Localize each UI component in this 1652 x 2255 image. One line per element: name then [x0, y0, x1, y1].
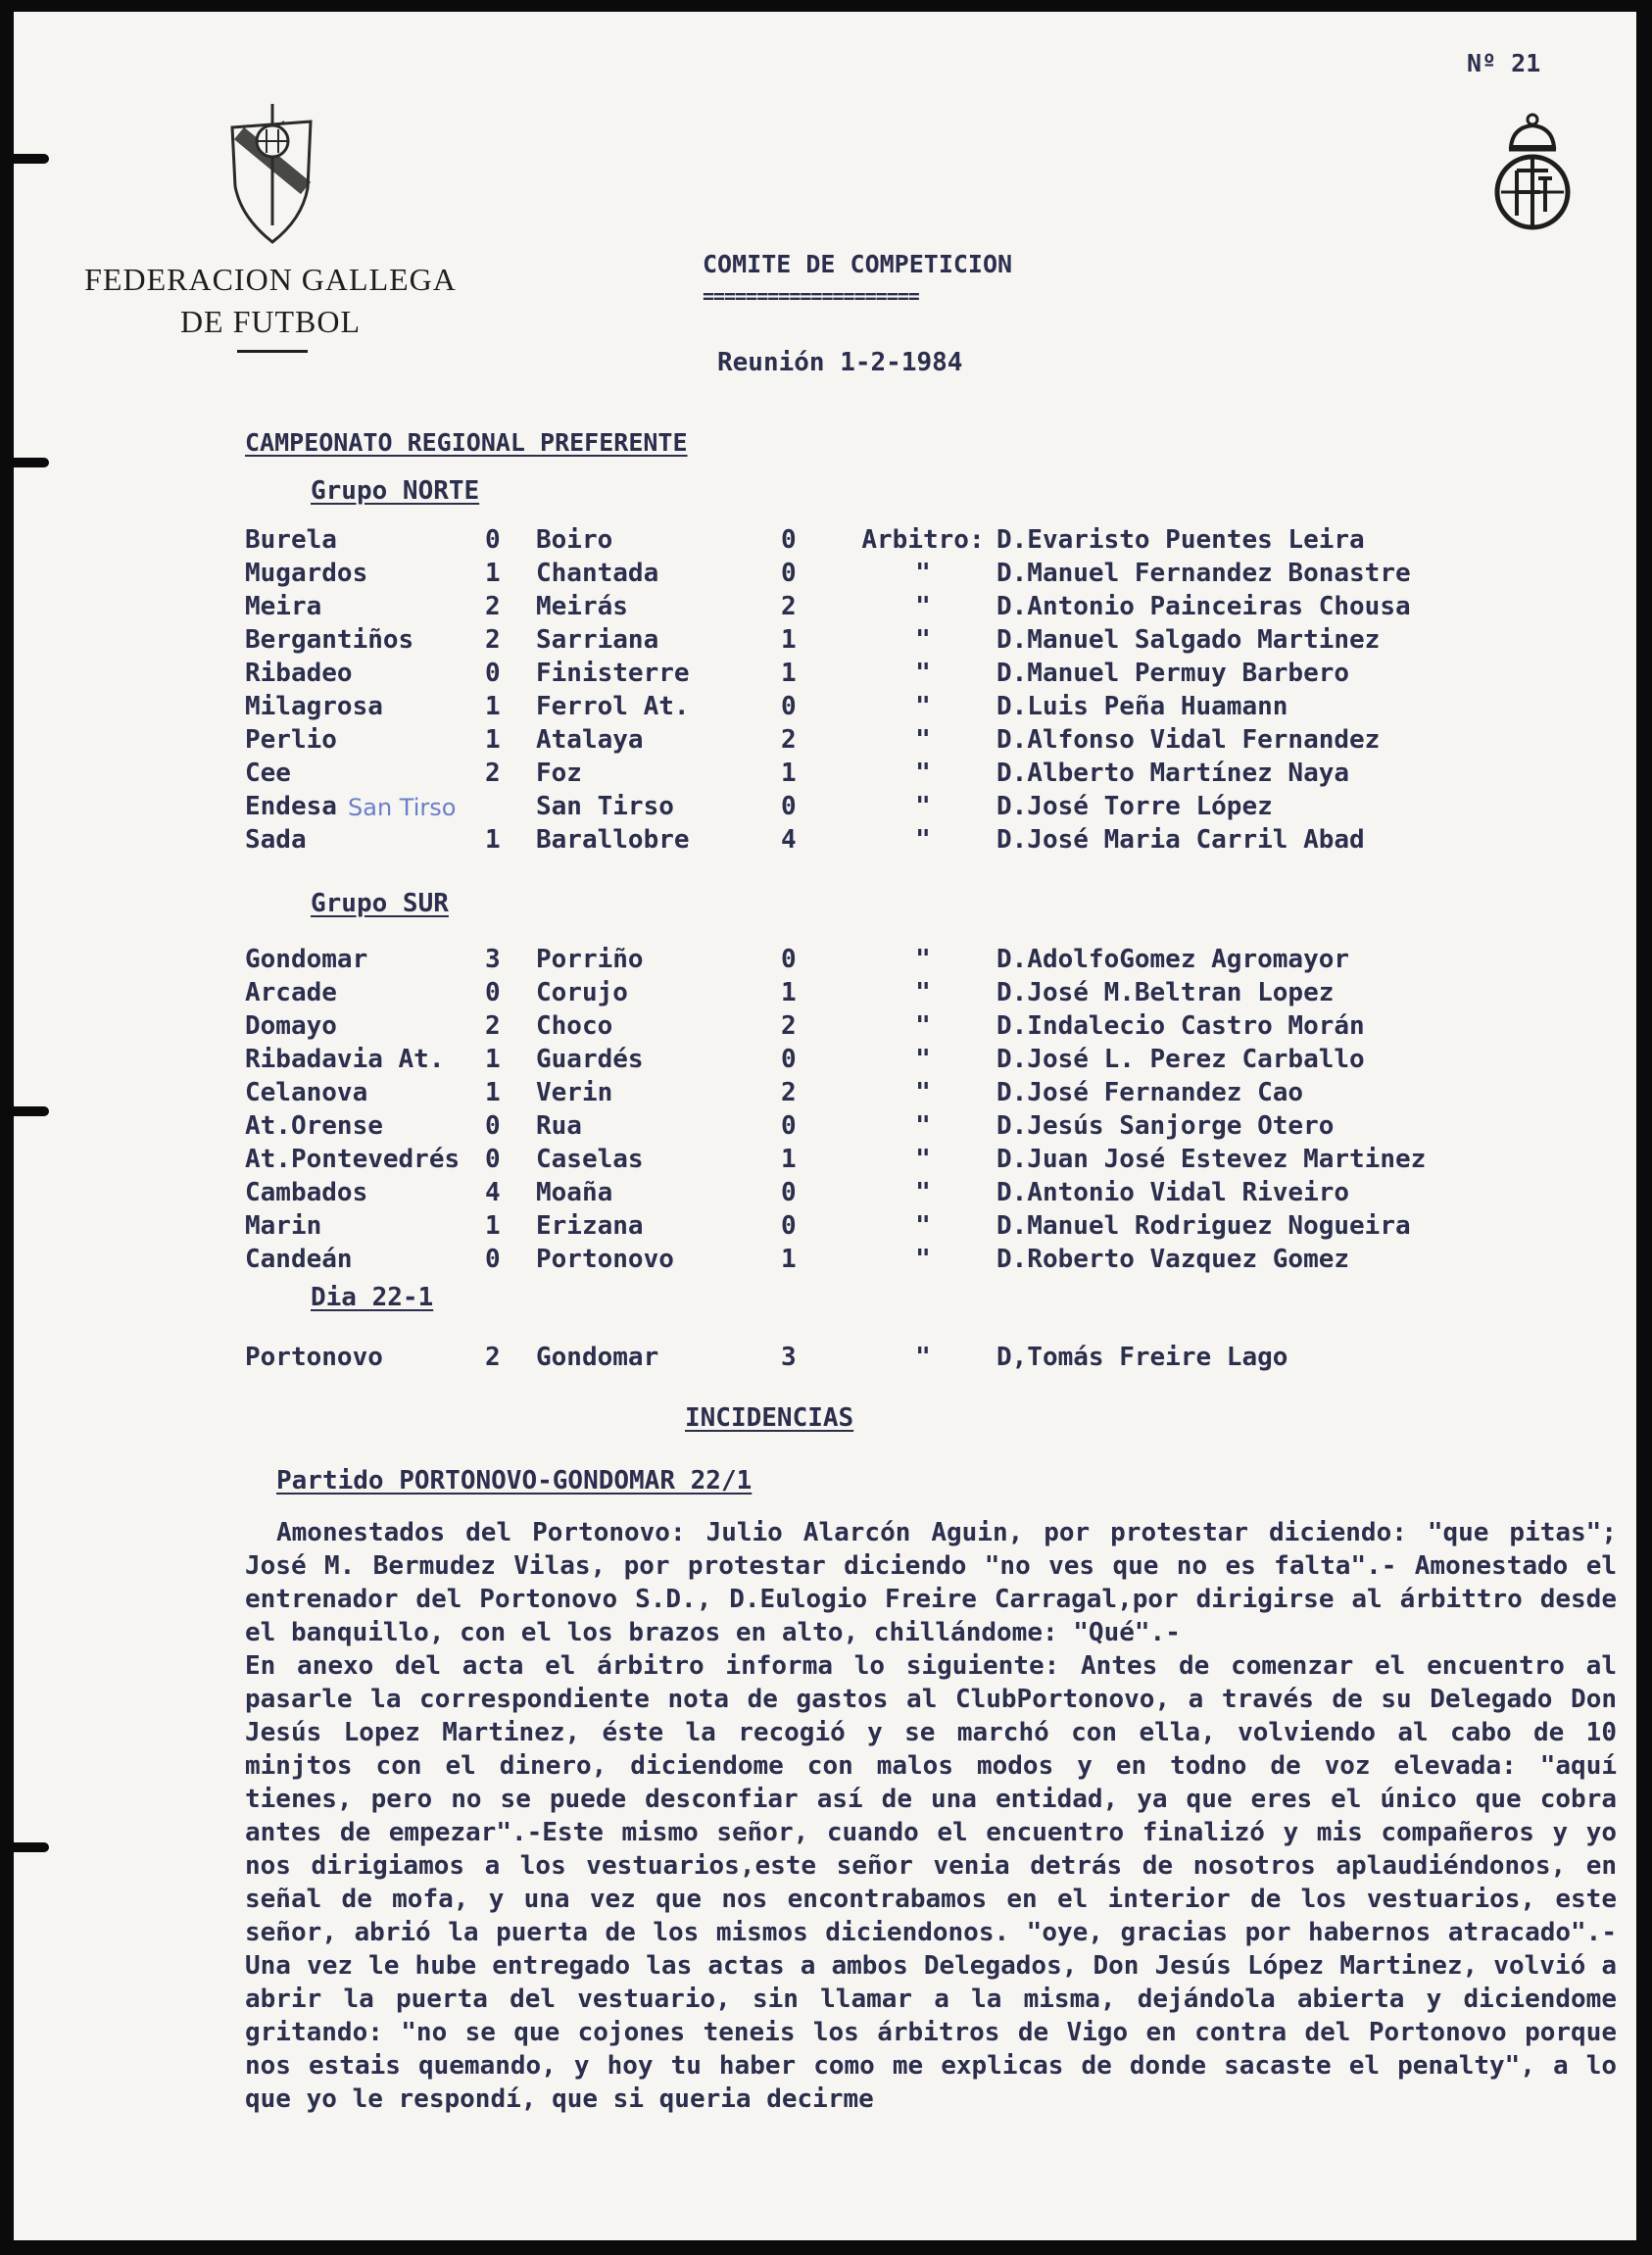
referee-name: D.Roberto Vazquez Gomez — [996, 1245, 1350, 1274]
away-team: Erizana — [536, 1211, 644, 1241]
document-page — [14, 12, 1636, 2240]
away-team: San Tirso — [536, 792, 674, 821]
home-team: Mugardos — [245, 559, 368, 588]
home-goals: 1 — [485, 725, 501, 755]
grupo-norte-title: Grupo NORTE — [311, 476, 480, 506]
home-goals: 0 — [485, 1245, 501, 1274]
referee-name: D.José Torre López — [996, 792, 1273, 821]
meeting-date: Reunión 1-2-1984 — [717, 348, 963, 377]
away-team: Boiro — [536, 525, 613, 555]
home-team: Endesa — [245, 792, 337, 821]
match-row — [245, 590, 1411, 623]
home-team: Candeán — [245, 1245, 353, 1274]
home-goals: 1 — [485, 1211, 501, 1241]
home-goals: 1 — [485, 559, 501, 588]
referee-name: D.José M.Beltran Lopez — [996, 978, 1335, 1007]
referee-name: D.Manuel Rodriguez Nogueira — [996, 1211, 1411, 1241]
match-row — [245, 557, 1411, 590]
home-goals: 0 — [485, 1145, 501, 1174]
referee-name: D.José L. Perez Carballo — [996, 1045, 1365, 1074]
referee-label: " — [915, 1343, 931, 1372]
referee-name: D,Tomás Freire Lago — [996, 1343, 1288, 1372]
away-team: Choco — [536, 1011, 613, 1041]
away-goals: 1 — [781, 759, 797, 788]
referee-label: " — [915, 659, 931, 688]
spanish-federation-emblem — [1491, 110, 1574, 237]
referee-label: " — [915, 1145, 931, 1174]
home-goals: 4 — [485, 1178, 501, 1207]
home-goals: 1 — [485, 692, 501, 721]
home-team: Ribadeo — [245, 659, 353, 688]
away-goals: 0 — [781, 692, 797, 721]
match-row — [245, 1076, 1426, 1109]
grupo-sur-title: Grupo SUR — [311, 889, 449, 918]
partido-title — [276, 1466, 752, 1495]
away-goals: 0 — [781, 1211, 797, 1241]
away-goals: 3 — [781, 1343, 797, 1372]
away-goals: 1 — [781, 1245, 797, 1274]
home-goals: 3 — [485, 945, 501, 974]
referee-label: " — [915, 759, 931, 788]
home-goals: 2 — [485, 625, 501, 655]
sur-results-table — [245, 943, 1426, 1276]
home-team: Perlio — [245, 725, 337, 755]
away-team: Rua — [536, 1111, 582, 1141]
referee-label: " — [915, 1011, 931, 1041]
away-goals: 2 — [781, 592, 797, 621]
match-row — [245, 1341, 1288, 1374]
referee-name: D.Jesús Sanjorge Otero — [996, 1111, 1335, 1141]
home-team: Bergantiños — [245, 625, 414, 655]
home-team: Ribadavia At. — [245, 1045, 445, 1074]
away-team: Caselas — [536, 1145, 644, 1174]
committee-title: COMITE DE COMPETICION — [703, 250, 1013, 278]
championship-title: CAMPEONATO REGIONAL PREFERENTE — [245, 428, 688, 457]
away-team: Chantada — [536, 559, 659, 588]
referee-name: D.Manuel Permuy Barbero — [996, 659, 1350, 688]
match-row — [245, 690, 1411, 723]
partido-heading: Partido PORTONOVO-GONDOMAR 22/1 — [276, 1466, 753, 1495]
referee-name: D.Alberto Martínez Naya — [996, 759, 1350, 788]
away-team: Verin — [536, 1078, 613, 1107]
away-team: Sarriana — [536, 625, 659, 655]
away-goals: 0 — [781, 792, 797, 821]
home-team: Celanova — [245, 1078, 368, 1107]
referee-label: " — [915, 978, 931, 1007]
away-team: Portonovo — [536, 1245, 674, 1274]
home-goals: 2 — [485, 592, 501, 621]
referee-label: " — [915, 1078, 931, 1107]
paragraph-amonestados: Amonestados del Portonovo: Julio Alarcón Aguin, por protestar diciendo: "que pitas"; José M. Bermudez Vilas, por protestar diciendo "no ves que no es falta".- Amonestado el entrenador del Portonovo S.D., D.Eulogio Freire Carragal,por dirigirse al árbittro desde el banquillo, con el los brazos en alto, chillándome: "Qué".- — [245, 1518, 1617, 1647]
away-goals: 2 — [781, 1011, 797, 1041]
referee-name: D.Evaristo Puentes Leira — [996, 525, 1365, 555]
away-team: Meirás — [536, 592, 628, 621]
referee-name: D.José Maria Carril Abad — [996, 825, 1365, 855]
referee-name: D.Indalecio Castro Morán — [996, 1011, 1365, 1041]
match-row — [245, 1209, 1426, 1243]
home-team: At.Pontevedrés — [245, 1145, 461, 1174]
home-team: Cee — [245, 759, 291, 788]
home-goals: 1 — [485, 1078, 501, 1107]
referee-name: D.Manuel Salgado Martinez — [996, 625, 1381, 655]
home-team: Portonovo — [245, 1343, 383, 1372]
match-row — [245, 943, 1426, 976]
referee-name: D.Manuel Fernandez Bonastre — [996, 559, 1411, 588]
home-goals — [485, 790, 536, 823]
away-goals: 2 — [781, 1078, 797, 1107]
referee-label: " — [915, 1245, 931, 1274]
home-team: Meira — [245, 592, 322, 621]
match-row — [245, 1009, 1426, 1043]
home-goals: 1 — [485, 825, 501, 855]
away-goals: 0 — [781, 559, 797, 588]
home-goals: 0 — [485, 659, 501, 688]
home-team: At.Orense — [245, 1111, 383, 1141]
match-row — [245, 1176, 1426, 1209]
referee-label: " — [915, 592, 931, 621]
match-row — [245, 823, 1411, 857]
match-row — [245, 1143, 1426, 1176]
sur-results-body — [245, 943, 1426, 1276]
dia-results-table — [245, 1341, 1288, 1374]
committee-title-underline: ==================== — [703, 284, 919, 308]
referee-name: D.José Fernandez Cao — [996, 1078, 1304, 1107]
referee-name: D.Antonio Vidal Riveiro — [996, 1178, 1350, 1207]
referee-label: " — [915, 1178, 931, 1207]
away-team: Guardés — [536, 1045, 644, 1074]
punch-hole — [14, 154, 49, 164]
referee-label: " — [915, 625, 931, 655]
away-team: Finisterre — [536, 659, 690, 688]
away-team: Porriño — [536, 945, 644, 974]
home-team: Domayo — [245, 1011, 337, 1041]
home-team: Marin — [245, 1211, 322, 1241]
dia-title: Dia 22-1 — [311, 1283, 434, 1312]
home-team: Sada — [245, 825, 307, 855]
referee-label: " — [915, 1111, 931, 1141]
home-team: Burela — [245, 525, 337, 555]
away-goals: 2 — [781, 725, 797, 755]
referee-label: " — [915, 1045, 931, 1074]
away-goals: 4 — [781, 825, 797, 855]
federation-underline — [237, 350, 308, 353]
away-goals: 1 — [781, 1145, 797, 1174]
home-team: Milagrosa — [245, 692, 383, 721]
punch-hole — [14, 1106, 49, 1116]
away-team: Moaña — [536, 1178, 613, 1207]
away-goals: 0 — [781, 1045, 797, 1074]
away-goals: 0 — [781, 525, 797, 555]
away-team: Atalaya — [536, 725, 644, 755]
referee-name: D.Luis Peña Huamann — [996, 692, 1288, 721]
page-number: Nº 21 — [1467, 49, 1541, 77]
home-goals: 2 — [485, 1343, 501, 1372]
match-row — [245, 1109, 1426, 1143]
federation-name — [74, 259, 466, 343]
incidencias-title: INCIDENCIAS — [685, 1403, 854, 1433]
match-row — [245, 623, 1411, 657]
referee-name: D.Juan José Estevez Martinez — [996, 1145, 1427, 1174]
match-row — [245, 523, 1411, 557]
referee-name: D.Alfonso Vidal Fernandez — [996, 725, 1381, 755]
dia-results-body — [245, 1341, 1288, 1374]
match-row — [245, 723, 1411, 757]
away-goals: 1 — [781, 625, 797, 655]
away-goals: 1 — [781, 978, 797, 1007]
home-team: Cambados — [245, 1178, 368, 1207]
match-row — [245, 657, 1411, 690]
away-team: Foz — [536, 759, 582, 788]
referee-label: " — [915, 792, 931, 821]
federation-line2: DE FUTBOL — [179, 304, 362, 339]
home-goals: 0 — [485, 1111, 501, 1141]
referee-label: " — [915, 945, 931, 974]
home-team: Arcade — [245, 978, 337, 1007]
home-goals: 0 — [485, 978, 501, 1007]
away-goals: 0 — [781, 945, 797, 974]
home-team: Gondomar — [245, 945, 368, 974]
match-row — [245, 1243, 1426, 1276]
home-goals: 1 — [485, 1045, 501, 1074]
match-row — [245, 1043, 1426, 1076]
home-goals: 2 — [485, 759, 501, 788]
referee-label: Arbitro: — [861, 525, 985, 555]
punch-hole — [14, 1842, 49, 1852]
home-goals: 0 — [485, 525, 501, 555]
home-goals: 2 — [485, 1011, 501, 1041]
match-row — [245, 976, 1426, 1009]
referee-label: " — [915, 725, 931, 755]
referee-label: " — [915, 825, 931, 855]
away-team: Corujo — [536, 978, 628, 1007]
referee-name: D.Antonio Painceiras Chousa — [996, 592, 1411, 621]
away-goals: 0 — [781, 1178, 797, 1207]
referee-label: " — [915, 559, 931, 588]
federation-line1: FEDERACION GALLEGA — [84, 262, 457, 297]
away-team: Gondomar — [536, 1343, 659, 1372]
punch-hole — [14, 458, 49, 467]
paragraph-anexo: En anexo del acta el árbitro informa lo siguiente: Antes de comenzar el encuentro al pasarle la correspondiente nota de gastos al ClubPortonovo, a través de su Delegado Don Jesús Lopez Martinez, éste la recogió y se marchó con ella, volviendo al cabo de 10 minjtos con el dinero, diciendome con malos modos y en todno de voz elevada: "aquí tienes, pero no se puede desconfiar así de una entidad, ya que eres el único que cobra antes de empezar".-Este mismo señor, cuando el encuentro finalizó y mis compañeros y yo nos dirigiamos a los vestuarios,este señor venia detrás de nosotros aplaudiéndonos, en señal de mofa, y una vez que nos encontrabamos en el interior de los vestuarios, este señor, abrió la puerta de los mismos diciendonos. "oye, gracias por habernos atracado".- Una vez le hube entregado las actas a ambos Delegados, Don Jesús López Martinez, volvió a abrir la puerta del vestuario, sin llamar a la misma, dejándola abierta y diciendome gritando: "no se que cojones teneis los árbitros de Vigo en contra del Portonovo porque nos estais quemando, y hoy tu haber como me explicas de donde sacaste el penalty", a lo que yo le respondí, que si queria decirme — [245, 1651, 1617, 2114]
handwritten-note-san-tirso: San Tirso — [348, 794, 457, 821]
federation-shield-logo — [227, 100, 316, 247]
match-row — [245, 757, 1411, 790]
away-goals: 1 — [781, 659, 797, 688]
away-goals: 0 — [781, 1111, 797, 1141]
away-team: Barallobre — [536, 825, 690, 855]
away-team: Ferrol At. — [536, 692, 690, 721]
referee-label: " — [915, 692, 931, 721]
incidencias-body — [245, 1516, 1617, 2116]
referee-name: D.AdolfoGomez Agromayor — [996, 945, 1350, 974]
referee-label: " — [915, 1211, 931, 1241]
